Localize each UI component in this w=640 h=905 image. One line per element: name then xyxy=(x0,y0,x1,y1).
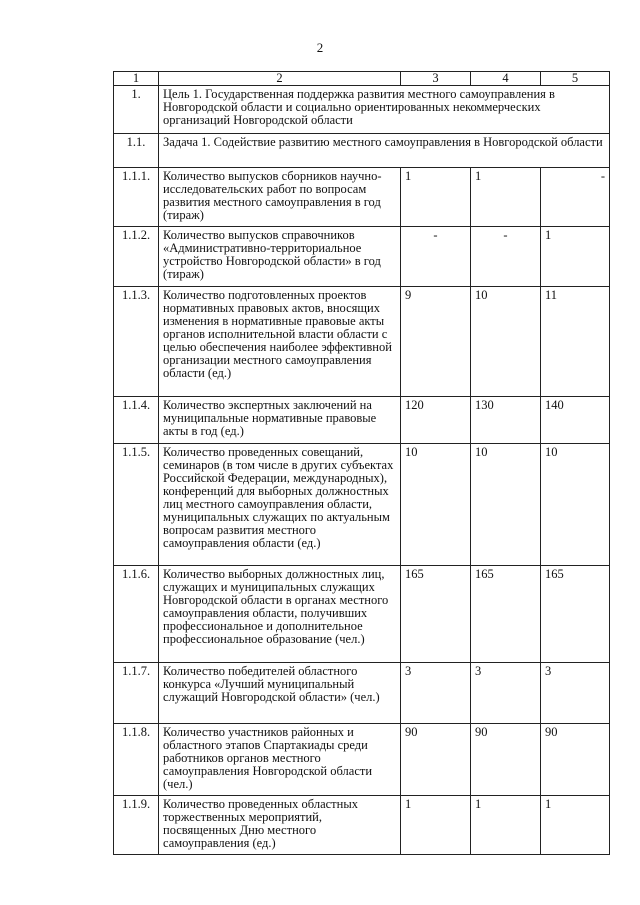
row-value-col3: - xyxy=(401,227,471,287)
goal-row xyxy=(114,86,610,134)
row-value-col4: 10 xyxy=(471,287,541,397)
row-number: 1.1.7. xyxy=(114,663,159,724)
header-col-1: 1 xyxy=(114,72,159,86)
row-value-col4: 3 xyxy=(471,663,541,724)
row-number: 1.1.2. xyxy=(114,227,159,287)
row-value-col5: 1 xyxy=(541,796,610,855)
row-value-col3: 165 xyxy=(401,566,471,663)
header-col-5: 5 xyxy=(541,72,610,86)
row-description: Количество участников районных и областного этапов Спартакиады среди работников органов местного самоуправления Новгородской области (чел.) xyxy=(159,724,401,796)
table-row xyxy=(114,444,610,566)
table-row xyxy=(114,796,610,855)
table-row xyxy=(114,663,610,724)
header-col-3: 3 xyxy=(401,72,471,86)
row-number: 1.1.6. xyxy=(114,566,159,663)
row-value-col3: 1 xyxy=(401,796,471,855)
row-value-col5: - xyxy=(541,168,610,227)
row-value-col3: 9 xyxy=(401,287,471,397)
row-value-col5: 11 xyxy=(541,287,610,397)
table-row xyxy=(114,287,610,397)
row-description: Количество выборных должностных лиц, служащих и муниципальных служащих Новгородской области в органах местного самоуправления области, получивших профессиональное и дополнительное профессиональное образование (чел.) xyxy=(159,566,401,663)
row-value-col5: 10 xyxy=(541,444,610,566)
row-number: 1.1.4. xyxy=(114,397,159,444)
row-value-col3: 90 xyxy=(401,724,471,796)
row-value-col5: 165 xyxy=(541,566,610,663)
page-number: 2 xyxy=(316,40,324,55)
table-row xyxy=(114,724,610,796)
table-row xyxy=(114,227,610,287)
row-value-col3: 10 xyxy=(401,444,471,566)
row-description: Количество экспертных заключений на муниципальные нормативные правовые акты в год (ед.) xyxy=(159,397,401,444)
row-value-col4: 10 xyxy=(471,444,541,566)
table-row xyxy=(114,566,610,663)
row-value-col4: 1 xyxy=(471,168,541,227)
row-value-col3: 3 xyxy=(401,663,471,724)
row-value-col4: 130 xyxy=(471,397,541,444)
row-description: Количество выпусков справочников «Административно-территориальное устройство Новгородской области» в год (тираж) xyxy=(159,227,401,287)
row-value-col5: 140 xyxy=(541,397,610,444)
task-text: Задача 1. Содействие развитию местного самоуправления в Новгородской области xyxy=(159,134,610,168)
row-value-col4: 1 xyxy=(471,796,541,855)
row-value-col3: 1 xyxy=(401,168,471,227)
row-value-col5: 1 xyxy=(541,227,610,287)
table-row xyxy=(114,168,610,227)
row-number: 1.1.3. xyxy=(114,287,159,397)
task-number: 1.1. xyxy=(114,134,159,168)
table-row xyxy=(114,397,610,444)
row-value-col4: 90 xyxy=(471,724,541,796)
row-value-col4: - xyxy=(471,227,541,287)
goal-text: Цель 1. Государственная поддержка развития местного самоуправления в Новгородской области и социально ориентированных некоммерческих организаций Новгородской области xyxy=(159,86,610,134)
row-number: 1.1.5. xyxy=(114,444,159,566)
row-value-col5: 90 xyxy=(541,724,610,796)
row-value-col3: 120 xyxy=(401,397,471,444)
header-col-2: 2 xyxy=(159,72,401,86)
row-value-col4: 165 xyxy=(471,566,541,663)
row-number: 1.1.8. xyxy=(114,724,159,796)
row-description: Количество выпусков сборников научно-исследовательских работ по вопросам развития местного самоуправления в год (тираж) xyxy=(159,168,401,227)
indicators-table xyxy=(113,71,610,855)
row-description: Количество победителей областного конкурса «Лучший муниципальный служащий Новгородской области» (чел.) xyxy=(159,663,401,724)
row-number: 1.1.1. xyxy=(114,168,159,227)
row-number: 1.1.9. xyxy=(114,796,159,855)
goal-number: 1. xyxy=(114,86,159,134)
row-value-col5: 3 xyxy=(541,663,610,724)
header-col-4: 4 xyxy=(471,72,541,86)
row-description: Количество подготовленных проектов нормативных правовых актов, вносящих изменения в нормативные правовые акты органов исполнительной власти области с целью обеспечения наиболее эффективной организации местного самоуправления области (ед.) xyxy=(159,287,401,397)
row-description: Количество проведенных областных торжественных мероприятий, посвященных Дню местного самоуправления (ед.) xyxy=(159,796,401,855)
task-row xyxy=(114,134,610,168)
row-description: Количество проведенных совещаний, семинаров (в том числе в других субъектах Российской Федерации, международных), конференций для выборных должностных лиц местного самоуправления области, муниципальных служащих по актуальным вопросам развития местного самоуправления области (ед.) xyxy=(159,444,401,566)
table-header-row xyxy=(114,72,610,86)
